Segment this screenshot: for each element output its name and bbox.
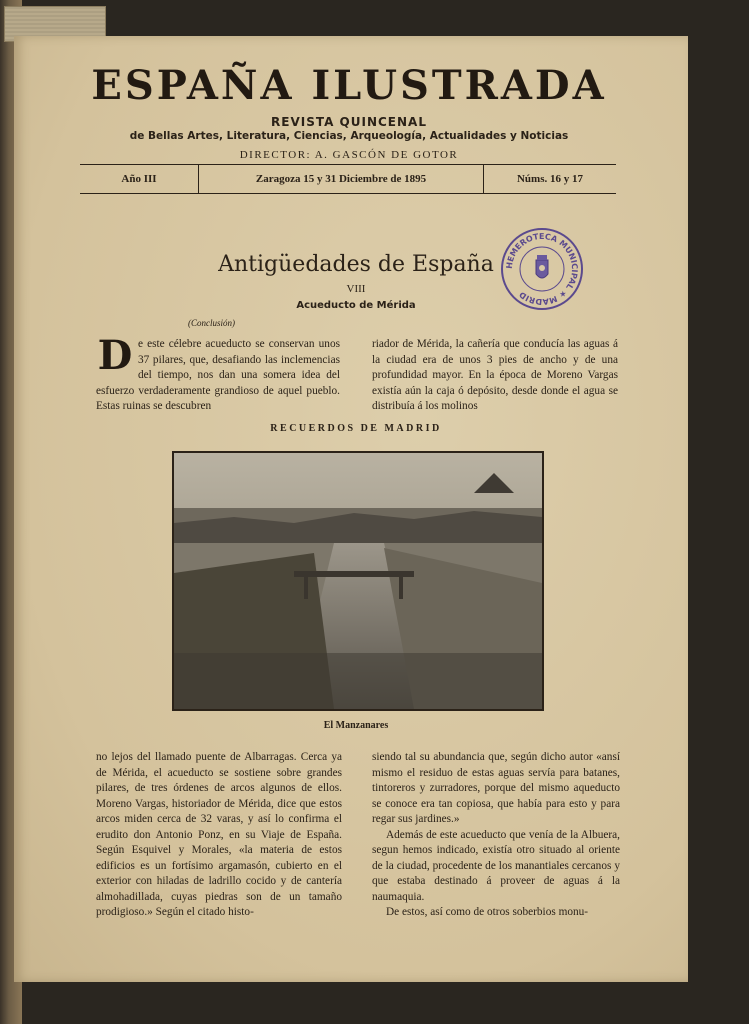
paragraph-text: e este célebre acueducto se conservan unos 37 pilares, que, desafiando las inclemencias del tiempo, nos dan una somera idea del esfuerzo verdaderamente grandioso de aquel pueblo. Estas ruinas se descubren: [96, 338, 340, 412]
issue-place-date: Zaragoza 15 y 31 Diciembre de 1895: [199, 165, 484, 193]
article-note: (Conclusión): [188, 318, 235, 328]
article-title: Antigüedades de España: [218, 252, 494, 277]
paragraph-text: riador de Mérida, la cañería que conducía las aguas á la ciudad era de unos 3 pies de ancho y de una profundidad mayor. En la época de Moreno Vargas existía aún la caja ó depósito, desde donde el agua se distribuía á los molinos: [372, 338, 618, 412]
issue-info-bar: [80, 164, 616, 194]
photo-caption: El Manzanares: [323, 720, 389, 731]
issue-numbers: Núms. 16 y 17: [516, 173, 583, 185]
crest-icon: [536, 255, 548, 278]
paragraph-text: no lejos del llamado puente de Albarragas. Cerca ya de Mérida, el acueducto se sostiene sobre grandes pilares, de tres órdenes de arcos algunos de ellos. Moreno Vargas, historiador de Mérida, dice que estos arcos miden cerca de 32 varas, y así lo confirma el erudito don Antonio Ponz, en su Viaje de España. Según Esquivel y Morales, «la materia de estos edificios es un fortísimo argamasón, cubierto en el exterior con hiladas de ladrillo cocido y de cantería almohadillada, cuyas piedras son de un tamaño prodigioso.» Según el citado histo-: [96, 751, 342, 918]
magazine-subline: de Bellas Artes, Literatura, Ciencias, Arqueología, Actualidades y Noticias: [129, 130, 569, 142]
column-right-bottom: [372, 750, 620, 921]
page-edge-shadow: [688, 36, 749, 982]
paragraph-text: Además de este acueducto que venía de la Albuera, segun hemos indicado, existía otro situado al oriente de la ciudad, procedente de los manantiales cercanos y que estaba destinado á proveer de aguas á la naumaquia.: [372, 828, 620, 903]
manzanares-photo: [172, 451, 544, 711]
drop-cap: D: [97, 332, 133, 379]
stamp-text: HEMEROTECA MUNICIPAL ★ MADRID: [504, 231, 580, 307]
river-image: [174, 453, 542, 709]
section-heading: RECUERDOS DE MADRID: [270, 423, 442, 434]
paragraph-text: siendo tal su abundancia que, según dicho autor «ansí mismo el residuo de estas aguas servía para batanes, tintoreros y zurradores, porque del mismo aqueducto se conoce era tan copiosa, que había para esto y para regar sus jardines.»: [372, 751, 620, 825]
article-number: VIII: [346, 283, 366, 295]
article-subtitle: Acueducto de Mérida: [296, 300, 416, 311]
column-right-top: [372, 337, 618, 415]
column-left-bottom: [96, 750, 342, 921]
magazine-director: DIRECTOR: A. GASCÓN DE GOTOR: [239, 149, 459, 161]
column-left-top: [96, 332, 340, 415]
issue-year: Año III: [80, 165, 199, 193]
magazine-title: ESPAÑA ILUSTRADA: [91, 62, 607, 109]
paragraph-text: De estos, así como de otros soberbios monu-: [386, 906, 589, 918]
magazine-subtitle: REVISTA QUINCENAL: [271, 115, 427, 129]
paragraph: [96, 332, 340, 415]
